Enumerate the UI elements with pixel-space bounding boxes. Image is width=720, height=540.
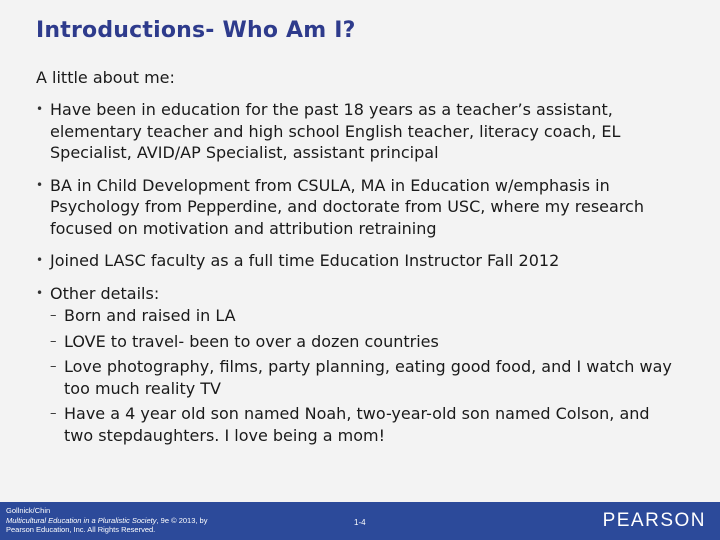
bullet-text: Joined LASC faculty as a full time Education Instructor Fall 2012 [50, 251, 560, 270]
pearson-logo: PEARSON [602, 510, 706, 531]
citation-edition: , 9e © 2013, by [156, 515, 208, 525]
bullet-item [36, 283, 676, 447]
dash-icon: – [50, 359, 57, 374]
bullet-dot-icon: • [36, 177, 44, 192]
sub-bullet-text: Born and raised in LA [64, 306, 236, 325]
sub-bullet-text: Love photography, films, party planning, eating good food, and I watch way too much reality TV [64, 357, 672, 398]
citation-publisher: Pearson Education, Inc. All Rights Reserved. [6, 525, 156, 534]
footer-bar [0, 502, 720, 540]
footer-citation [6, 506, 207, 535]
page-number: 1-4 [354, 518, 366, 527]
sub-bullet-item [50, 403, 676, 446]
bullet-item [36, 175, 676, 240]
bullet-item [36, 250, 676, 272]
dash-icon: – [50, 406, 57, 421]
bullet-item [36, 99, 676, 164]
bullet-text: BA in Child Development from CSULA, MA in Education w/emphasis in Psychology from Pepperdine, and doctorate from USC, where my research focused on motivation and attribution retraining [50, 175, 644, 238]
bullet-dot-icon: • [36, 253, 44, 267]
bullet-list [36, 99, 676, 457]
sub-bullet-list [50, 305, 676, 446]
sub-bullet-item [50, 356, 676, 399]
intro-text: A little about me: [36, 68, 175, 87]
sub-bullet-text: LOVE to travel- been to over a dozen countries [64, 331, 439, 351]
bullet-text: Have been in education for the past 18 years as a teacher’s assistant, elementary teacher and high school English teacher, literacy coach, EL Specialist, AVID/AP Specialist, assistant principal [50, 100, 621, 162]
bullet-text: Other details: [50, 283, 160, 303]
sub-bullet-text: Have a 4 year old son named Noah, two-year-old son named Colson, and two stepdaughters. I love being a mom! [64, 404, 650, 445]
citation-book [6, 516, 207, 526]
citation-book-title: Multicultural Education in a Pluralistic Society [6, 515, 157, 525]
slide-title: Introductions- Who Am I? [36, 18, 356, 43]
dash-icon: – [50, 308, 57, 323]
dash-icon: – [50, 333, 57, 349]
bullet-dot-icon: • [36, 285, 44, 300]
sub-bullet-item [50, 331, 676, 353]
sub-bullet-item [50, 305, 676, 327]
citation-authors: Gollnick/Chin [6, 506, 51, 515]
bullet-dot-icon: • [36, 102, 44, 116]
